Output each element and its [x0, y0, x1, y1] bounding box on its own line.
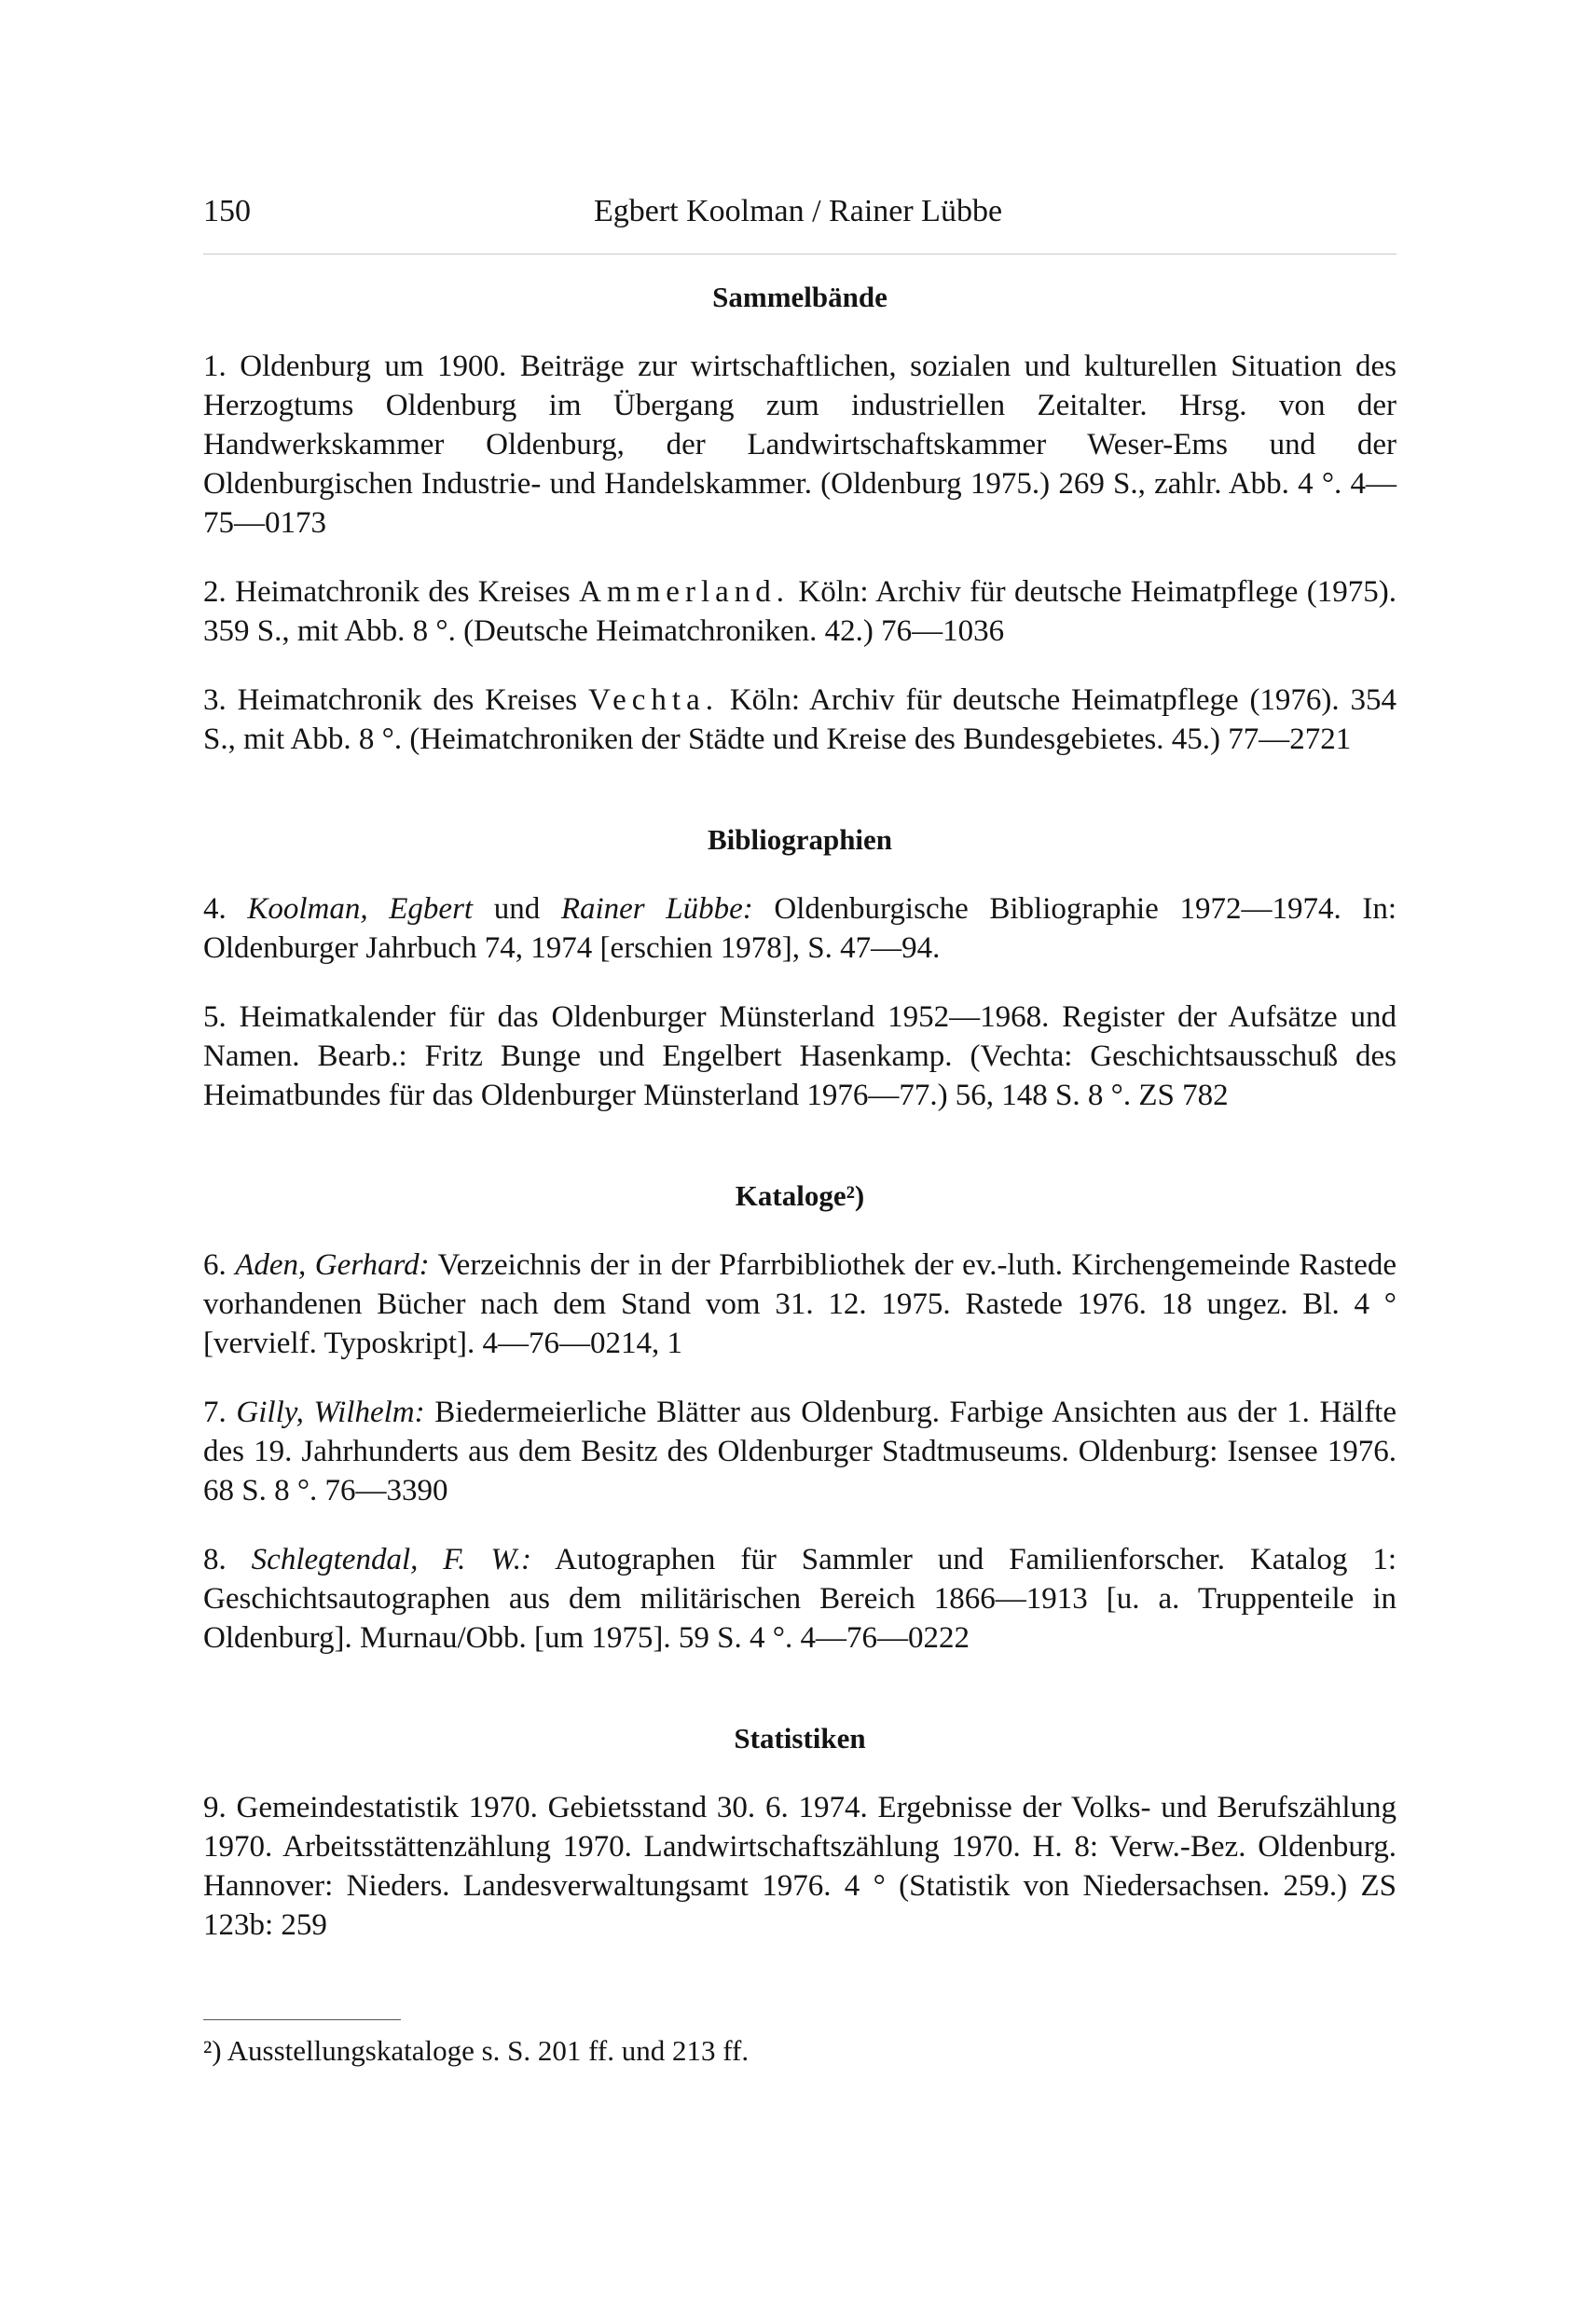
entry-text: Köln: Archiv für deutsche Heimatpflege (1976). 354 S., mit Abb. 8 °. (Heimatchroniken der Städte und Kreise des Bundesgebietes. 45.) 77—2721: [203, 683, 1396, 756]
footnote-text: Ausstellungskataloge s. S. 201 ff. und 213 ff.: [227, 2034, 750, 2067]
footnote-mark: ²): [203, 2034, 222, 2067]
entry-text: Autographen für Sammler und Familienforscher. Katalog 1: Geschichtsautographen aus dem militärischen Bereich 1866—1913 [u. a. Truppenteile in Oldenburg]. Murnau/Obb. [um 1975]. 59 S. 4 °. 4—76—0222: [203, 1543, 1396, 1655]
entry-author: Gilly, Wilhelm:: [236, 1396, 425, 1429]
entry-text: Verzeichnis der in der Pfarrbibliothek der ev.-luth. Kirchengemeinde Rastede vorhandenen Bücher nach dem Stand vom 31. 12. 1975. Rastede 1976. 18 ungez. Bl. 4 ° [vervielf. Typoskript]. 4—76—0214, 1: [203, 1248, 1397, 1360]
page-number: 150: [203, 194, 251, 228]
bib-entry-3: [203, 681, 1396, 759]
entry-number: 3.: [203, 683, 227, 717]
bib-entry-2: [203, 572, 1396, 651]
bib-entry-9: [203, 1788, 1396, 1945]
section-heading-kataloge: [203, 1177, 1396, 1216]
page-body: [203, 278, 1396, 1945]
entry-author: Koolman, Egbert: [247, 892, 474, 926]
bib-entry-8: [203, 1540, 1396, 1658]
entry-text: Gemeindestatistik 1970. Gebietsstand 30. 6. 1974. Ergebnisse der Volks- und Berufszählung 1970. Arbeitsstättenzählung 1970. Landwirtschaftszählung 1970. H. 8: Verw.-Bez. Oldenburg. Hannover: Nieders. Landesverwaltungsamt 1976. 4 ° (Statistik von Niedersachsen. 259.) ZS 123b: 259: [203, 1791, 1396, 1942]
entry-place-name: Ammerland.: [579, 575, 791, 609]
entry-text: Oldenburgische Bibliographie 1972—1974. In: Oldenburger Jahrbuch 74, 1974 [erschien 1978], S. 47—94.: [203, 892, 1396, 965]
entry-text: Biedermeierliche Blätter aus Oldenburg. Farbige Ansichten aus der 1. Hälfte des 19. Jahrhunderts aus dem Besitz des Oldenburger Stadtmuseums. Oldenburg: Isensee 1976. 68 S. 8 °. 76—3390: [203, 1396, 1396, 1507]
entry-title-prefix: Heimatchronik des Kreises: [237, 683, 578, 717]
footnote: [203, 2032, 1396, 2070]
entry-number: 7.: [203, 1396, 227, 1429]
entry-place-name: Vechta.: [587, 683, 719, 717]
entry-conjunction: und: [493, 892, 541, 926]
entry-author: Rainer Lübbe:: [560, 892, 753, 926]
entry-number: 1.: [203, 350, 227, 383]
section-heading-statistiken: Statistiken: [734, 1722, 866, 1755]
entry-number: 6.: [203, 1248, 227, 1282]
bib-entry-5: [203, 998, 1396, 1115]
header-rule: [203, 254, 1396, 255]
entry-number: 5.: [203, 1000, 227, 1034]
footnote-reference: ²): [846, 1179, 865, 1212]
entry-number: 2.: [203, 575, 227, 609]
section-heading-bibliographien: Bibliographien: [707, 823, 893, 856]
bib-entry-7: [203, 1393, 1396, 1510]
running-head: Egbert Koolman / Rainer Lübbe: [593, 194, 1003, 228]
section-heading-sammelbaende: Sammelbände: [712, 281, 887, 313]
bib-entry-1: [203, 347, 1396, 543]
footnote-rule: [203, 2019, 401, 2020]
entry-author: Aden, Gerhard:: [235, 1248, 430, 1282]
entry-number: 8.: [203, 1543, 227, 1576]
entry-text: Köln: Archiv für deutsche Heimatpflege (1975). 359 S., mit Abb. 8 °. (Deutsche Heimatchroniken. 42.) 76—1036: [203, 575, 1396, 648]
bib-entry-6: [203, 1245, 1396, 1363]
entry-number: 4.: [203, 892, 227, 926]
entry-number: 9.: [203, 1791, 227, 1824]
section-heading-text: Kataloge: [735, 1179, 846, 1212]
entry-title-prefix: Heimatchronik des Kreises: [235, 575, 571, 609]
entry-text: Heimatkalender für das Oldenburger Münsterland 1952—1968. Register der Aufsätze und Namen. Bearb.: Fritz Bunge und Engelbert Hasenkamp. (Vechta: Geschichtsausschuß des Heimatbundes für das Oldenburger Münsterland 1976—77.) 56, 148 S. 8 °. ZS 782: [203, 1000, 1396, 1112]
entry-author: Schlegtendal, F. W.:: [251, 1543, 532, 1576]
entry-text: Oldenburg um 1900. Beiträge zur wirtschaftlichen, sozialen und kulturellen Situation des Herzogtums Oldenburg im Übergang zum industriellen Zeitalter. Hrsg. von der Handwerkskammer Oldenburg, der Landwirtschaftskammer Weser-Ems und der Oldenburgischen Industrie- und Handelskammer. (Oldenburg 1975.) 269 S., zahlr. Abb. 4 °. 4—75—0173: [203, 350, 1396, 540]
bib-entry-4: [203, 889, 1396, 968]
